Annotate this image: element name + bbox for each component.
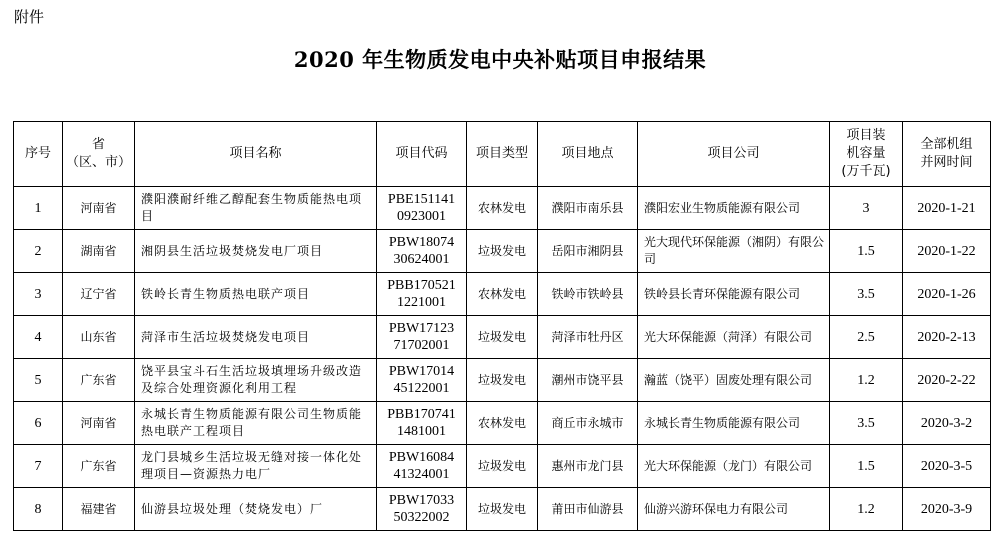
cell-project-location: 惠州市龙门县 — [538, 445, 638, 488]
cell-grid-date: 2020-2-22 — [903, 359, 991, 402]
cell-project-type: 农林发电 — [467, 187, 538, 230]
header-project-company: 项目公司 — [638, 122, 830, 187]
cell-project-code: PBB170741 1481001 — [377, 402, 467, 445]
cell-project-type: 垃圾发电 — [467, 359, 538, 402]
cell-project-code: PBW17014 45122001 — [377, 359, 467, 402]
cell-project-name: 湘阴县生活垃圾焚烧发电厂项目 — [135, 230, 377, 273]
cell-project-type: 垃圾发电 — [467, 445, 538, 488]
document-title: 2020 年生物质发电中央补贴项目申报结果 — [293, 47, 707, 72]
cell-grid-date: 2020-3-2 — [903, 402, 991, 445]
cell-capacity: 1.5 — [830, 230, 903, 273]
cell-province: 广东省 — [63, 359, 135, 402]
cell-project-type: 农林发电 — [467, 273, 538, 316]
cell-province: 山东省 — [63, 316, 135, 359]
cell-project-code: PBW16084 41324001 — [377, 445, 467, 488]
cell-project-location: 商丘市永城市 — [538, 402, 638, 445]
cell-grid-date: 2020-1-21 — [903, 187, 991, 230]
cell-project-type: 垃圾发电 — [467, 488, 538, 531]
cell-project-code: PBW18074 30624001 — [377, 230, 467, 273]
cell-capacity: 3.5 — [830, 402, 903, 445]
cell-project-location: 铁岭市铁岭县 — [538, 273, 638, 316]
results-table — [13, 121, 991, 531]
cell-project-location: 莆田市仙游县 — [538, 488, 638, 531]
cell-capacity: 1.5 — [830, 445, 903, 488]
cell-project-location: 岳阳市湘阴县 — [538, 230, 638, 273]
table-row — [14, 273, 991, 316]
cell-project-location: 潮州市饶平县 — [538, 359, 638, 402]
cell-project-name: 铁岭长青生物质热电联产项目 — [135, 273, 377, 316]
table-header-row — [14, 122, 991, 187]
cell-capacity: 1.2 — [830, 488, 903, 531]
cell-project-name: 仙游县垃圾处理（焚烧发电）厂 — [135, 488, 377, 531]
cell-serial-no: 3 — [14, 273, 63, 316]
cell-project-code: PBW17033 50322002 — [377, 488, 467, 531]
cell-project-type: 垃圾发电 — [467, 230, 538, 273]
cell-province: 辽宁省 — [63, 273, 135, 316]
cell-capacity: 1.2 — [830, 359, 903, 402]
cell-province: 河南省 — [63, 402, 135, 445]
cell-project-name: 龙门县城乡生活垃圾无缝对接一体化处理项目—资源热力电厂 — [135, 445, 377, 488]
cell-project-location: 濮阳市南乐县 — [538, 187, 638, 230]
cell-grid-date: 2020-1-22 — [903, 230, 991, 273]
cell-province: 河南省 — [63, 187, 135, 230]
cell-project-code: PBE151141 0923001 — [377, 187, 467, 230]
cell-province: 广东省 — [63, 445, 135, 488]
cell-serial-no: 7 — [14, 445, 63, 488]
cell-project-company: 铁岭县长青环保能源有限公司 — [638, 273, 830, 316]
cell-serial-no: 8 — [14, 488, 63, 531]
cell-project-code: PBB170521 1221001 — [377, 273, 467, 316]
cell-grid-date: 2020-3-5 — [903, 445, 991, 488]
cell-serial-no: 2 — [14, 230, 63, 273]
table-row — [14, 316, 991, 359]
cell-grid-date: 2020-1-26 — [903, 273, 991, 316]
cell-project-company: 瀚蓝（饶平）固废处理有限公司 — [638, 359, 830, 402]
cell-serial-no: 1 — [14, 187, 63, 230]
cell-project-name: 饶平县宝斗石生活垃圾填埋场升级改造及综合处理资源化利用工程 — [135, 359, 377, 402]
header-serial-no: 序号 — [14, 122, 63, 187]
cell-capacity: 3.5 — [830, 273, 903, 316]
cell-project-company: 濮阳宏业生物质能源有限公司 — [638, 187, 830, 230]
cell-project-type: 农林发电 — [467, 402, 538, 445]
header-project-name: 项目名称 — [135, 122, 377, 187]
cell-serial-no: 6 — [14, 402, 63, 445]
cell-project-company: 光大现代环保能源（湘阴）有限公司 — [638, 230, 830, 273]
cell-project-type: 垃圾发电 — [467, 316, 538, 359]
cell-project-company: 光大环保能源（龙门）有限公司 — [638, 445, 830, 488]
header-grid-date: 全部机组 并网时间 — [903, 122, 991, 187]
header-project-type: 项目类型 — [467, 122, 538, 187]
cell-project-code: PBW17123 71702001 — [377, 316, 467, 359]
table-row — [14, 230, 991, 273]
cell-serial-no: 5 — [14, 359, 63, 402]
header-project-code: 项目代码 — [377, 122, 467, 187]
cell-project-location: 菏泽市牡丹区 — [538, 316, 638, 359]
cell-capacity: 2.5 — [830, 316, 903, 359]
cell-project-name: 永城长青生物质能源有限公司生物质能热电联产工程项目 — [135, 402, 377, 445]
cell-project-company: 仙游兴游环保电力有限公司 — [638, 488, 830, 531]
cell-project-company: 光大环保能源（菏泽）有限公司 — [638, 316, 830, 359]
table-row — [14, 187, 991, 230]
cell-project-name: 菏泽市生活垃圾焚烧发电项目 — [135, 316, 377, 359]
cell-grid-date: 2020-3-9 — [903, 488, 991, 531]
table-row — [14, 445, 991, 488]
cell-project-name: 濮阳濮耐纤维乙醇配套生物质能热电项目 — [135, 187, 377, 230]
cell-project-company: 永城长青生物质能源有限公司 — [638, 402, 830, 445]
cell-grid-date: 2020-2-13 — [903, 316, 991, 359]
table-row — [14, 402, 991, 445]
cell-serial-no: 4 — [14, 316, 63, 359]
header-project-location: 项目地点 — [538, 122, 638, 187]
cell-province: 湖南省 — [63, 230, 135, 273]
header-capacity: 项目装 机容量 (万千瓦) — [830, 122, 903, 187]
table-row — [14, 359, 991, 402]
table-row — [14, 488, 991, 531]
cell-province: 福建省 — [63, 488, 135, 531]
attachment-label: 附件 — [14, 8, 45, 26]
cell-capacity: 3 — [830, 187, 903, 230]
header-province: 省 （区、市） — [63, 122, 135, 187]
